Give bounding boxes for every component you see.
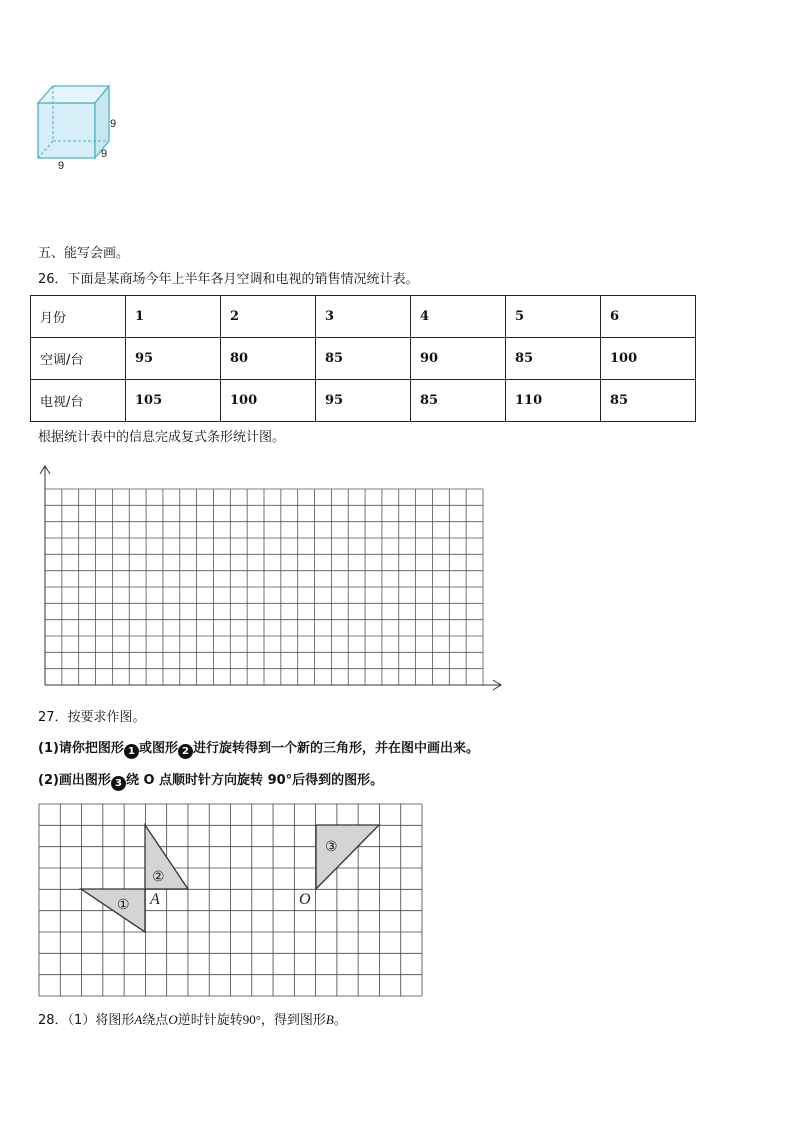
- q28-prompt: [38, 1011, 347, 1030]
- table-cell: 85: [316, 338, 411, 380]
- shape-1-badge: 1: [124, 744, 139, 759]
- table-month-cell: 5: [506, 296, 601, 338]
- shape-3-triangle: [316, 825, 379, 889]
- table-cell: 85: [601, 380, 696, 422]
- table-month-cell: 6: [601, 296, 696, 338]
- q27-part2-pre: (2)画出图形: [38, 773, 111, 788]
- table-cell: 85: [506, 338, 601, 380]
- point-a-label: A: [150, 891, 160, 908]
- q27-part1-pre: (1)请你把图形: [38, 741, 124, 756]
- q27-part1-mid: 或图形: [138, 741, 178, 756]
- table-cell: 95: [316, 380, 411, 422]
- q28-prompt-mid: 绕点: [142, 1013, 169, 1028]
- q27-part1-post: 进行旋转得到一个新的三角形，并在图中画出来。: [192, 741, 479, 756]
- table-cell: 110: [506, 380, 601, 422]
- table-row-label: 电视/台: [31, 380, 126, 422]
- q28-angle: 90°: [242, 1012, 261, 1027]
- q28-var-a: A: [134, 1012, 143, 1027]
- shape-3-label: ③: [325, 840, 338, 855]
- q27-part2-post: 绕 O 点顺时针方向旋转 90°后得到的图形。: [125, 773, 384, 788]
- shape-3-badge: 3: [111, 776, 126, 791]
- table-month-cell: 2: [221, 296, 316, 338]
- section-title: 五、能写会画。: [38, 246, 130, 261]
- shape-2-badge: 2: [178, 744, 193, 759]
- table-cell: 80: [221, 338, 316, 380]
- table-cell: 100: [601, 338, 696, 380]
- table-cell: 90: [411, 338, 506, 380]
- q27-prompt: 27．按要求作图。: [38, 710, 146, 725]
- q28-var-o: O: [168, 1012, 178, 1027]
- table-cell: 100: [221, 380, 316, 422]
- table-cell: 95: [126, 338, 221, 380]
- table-row-label: 空调/台: [31, 338, 126, 380]
- table-cell: 105: [126, 380, 221, 422]
- q26-prompt: 26．下面是某商场今年上半年各月空调和电视的销售情况统计表。: [38, 272, 419, 287]
- table-month-cell: 1: [126, 296, 221, 338]
- shape-1-label: ①: [117, 898, 130, 913]
- table-header-label: 月份: [31, 296, 126, 338]
- q28-prompt-post: 。: [333, 1013, 347, 1028]
- cube-depth-label: 9: [101, 148, 108, 160]
- q28-prompt-pre: 28．（1）将图形: [38, 1013, 135, 1028]
- cube-width-label: 9: [58, 160, 65, 172]
- table-month-cell: 3: [316, 296, 411, 338]
- point-o-label: O: [299, 891, 311, 908]
- q28-prompt-mid2: 逆时针旋转: [177, 1013, 243, 1028]
- table-cell: 85: [411, 380, 506, 422]
- shape-2-label: ②: [152, 870, 165, 885]
- cube-height-label: 9: [110, 118, 117, 130]
- q26-instruction: 根据统计表中的信息完成复式条形统计图。: [38, 430, 286, 445]
- table-month-cell: 4: [411, 296, 506, 338]
- q28-prompt-mid3: ，得到图形: [260, 1013, 326, 1028]
- q28-var-b: B: [325, 1012, 334, 1027]
